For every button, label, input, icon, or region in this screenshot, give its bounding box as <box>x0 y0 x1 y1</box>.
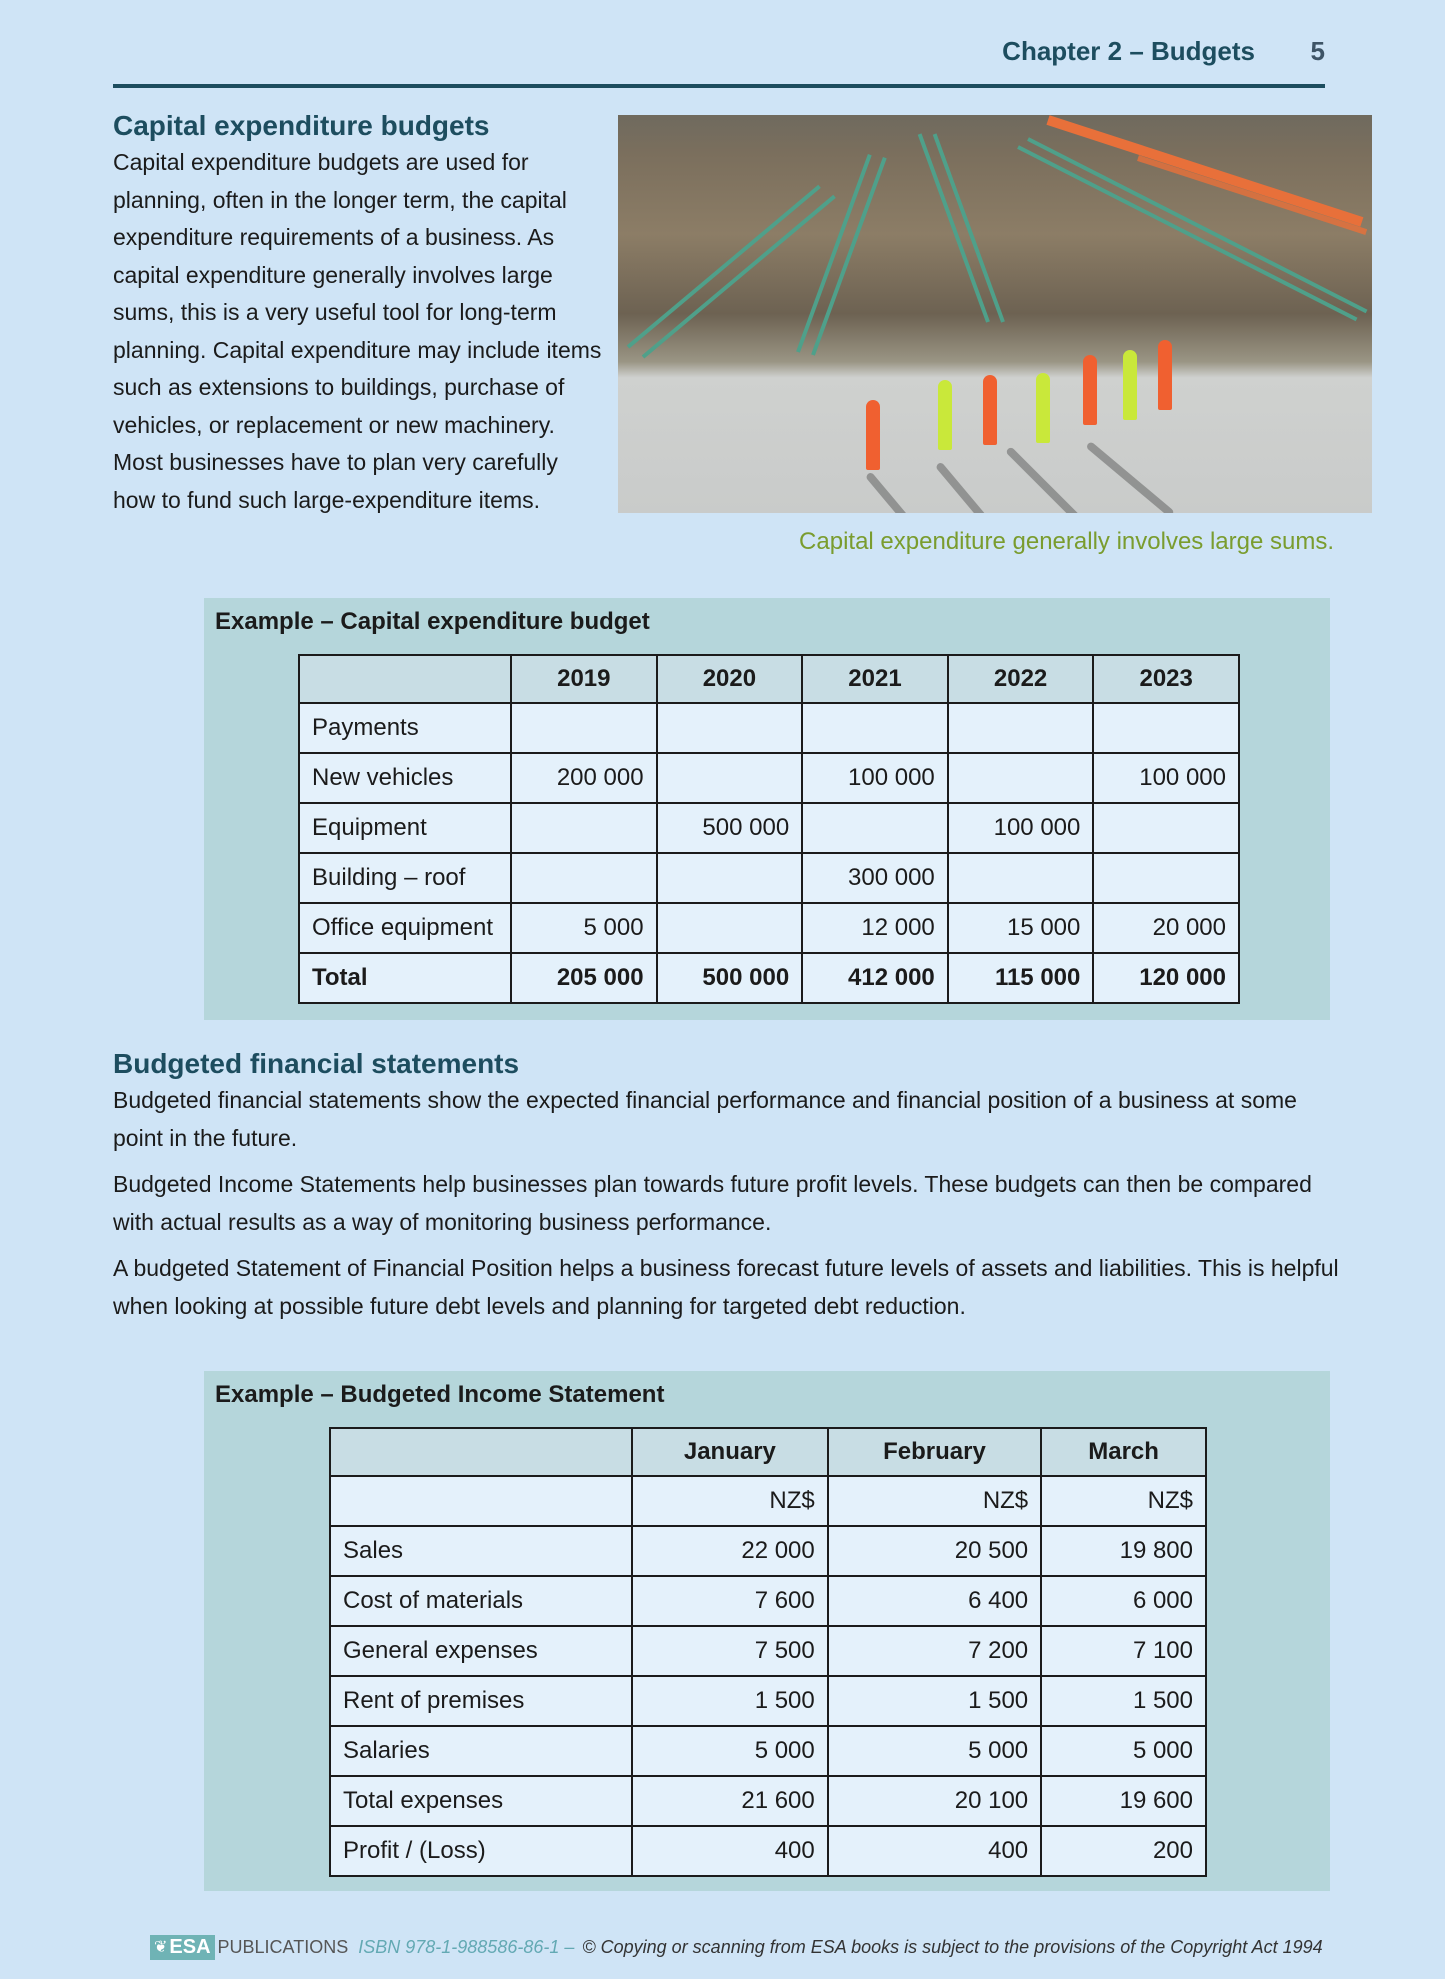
table-row <box>299 703 1239 753</box>
row-label: General expenses <box>330 1626 632 1676</box>
table-cell: 1 500 <box>828 1676 1041 1726</box>
table-row <box>330 1826 1206 1876</box>
table-cell: 5 000 <box>632 1726 828 1776</box>
table-cell <box>948 853 1094 903</box>
column-header <box>330 1428 632 1476</box>
table-cell: 20 500 <box>828 1526 1041 1576</box>
table-cell <box>802 803 948 853</box>
capital-expenditure-section <box>113 110 603 519</box>
table-row <box>299 903 1239 953</box>
income-statement-table <box>329 1427 1207 1877</box>
isbn: ISBN 978-1-988586-86-1 – <box>358 1936 575 1957</box>
row-label: Equipment <box>299 803 511 853</box>
row-label: Salaries <box>330 1726 632 1776</box>
table-cell: 100 000 <box>1093 753 1239 803</box>
column-header: February <box>828 1428 1041 1476</box>
table-row <box>330 1576 1206 1626</box>
table-cell <box>657 703 803 753</box>
column-header: 2022 <box>948 655 1094 703</box>
row-label: Office equipment <box>299 903 511 953</box>
table-cell: 20 100 <box>828 1776 1041 1826</box>
table-cell: 400 <box>828 1826 1041 1876</box>
logo-text: ESA <box>169 1935 211 1958</box>
table-row <box>330 1626 1206 1676</box>
page-header <box>113 30 1325 88</box>
table-cell: 19 600 <box>1041 1776 1206 1826</box>
table-cell: 100 000 <box>802 753 948 803</box>
table-cell: 15 000 <box>948 903 1094 953</box>
section-heading: Capital expenditure budgets <box>113 110 490 141</box>
photo-caption: Capital expenditure generally involves large sums. <box>799 528 1334 555</box>
budgeted-statements-section <box>113 1048 1343 1334</box>
table-cell: 1 500 <box>632 1676 828 1726</box>
table-header-row <box>299 655 1239 703</box>
table-cell: 12 000 <box>802 903 948 953</box>
table-cell: 6 000 <box>1041 1576 1206 1626</box>
table-cell: 5 000 <box>828 1726 1041 1776</box>
table-cell: 19 800 <box>1041 1526 1206 1576</box>
table-cell: NZ$ <box>632 1476 828 1526</box>
row-label: Total <box>299 953 511 1003</box>
row-label: Building – roof <box>299 853 511 903</box>
table-cell: 1 500 <box>1041 1676 1206 1726</box>
page-footer <box>150 1933 1323 1961</box>
table-cell <box>948 703 1094 753</box>
section-heading: Budgeted financial statements <box>113 1048 520 1079</box>
publisher-name: PUBLICATIONS <box>217 1936 349 1957</box>
column-header: 2019 <box>511 655 657 703</box>
table-cell: 6 400 <box>828 1576 1041 1626</box>
table-row <box>299 753 1239 803</box>
table-cell <box>1093 853 1239 903</box>
page-number: 5 <box>1310 36 1325 66</box>
table-header-row <box>330 1428 1206 1476</box>
table-cell: 120 000 <box>1093 953 1239 1003</box>
table-cell: 200 000 <box>511 753 657 803</box>
example-title: Example – Capital expenditure budget <box>215 608 650 635</box>
row-label: Profit / (Loss) <box>330 1826 632 1876</box>
column-header: January <box>632 1428 828 1476</box>
table-cell <box>802 703 948 753</box>
row-label <box>330 1476 632 1526</box>
column-header: 2020 <box>657 655 803 703</box>
column-header: March <box>1041 1428 1206 1476</box>
table-row <box>299 803 1239 853</box>
table-cell: 7 500 <box>632 1626 828 1676</box>
copyright-notice: © Copying or scanning from ESA books is subject to the provisions of the Copyright Act 1994 <box>582 1936 1323 1957</box>
table-cell: 500 000 <box>657 953 803 1003</box>
table-row <box>299 953 1239 1003</box>
table-cell: 400 <box>632 1826 828 1876</box>
column-header: 2023 <box>1093 655 1239 703</box>
table-cell <box>511 853 657 903</box>
example-title: Example – Budgeted Income Statement <box>215 1381 665 1408</box>
column-header: 2021 <box>802 655 948 703</box>
table-cell: 7 200 <box>828 1626 1041 1676</box>
table-cell: 300 000 <box>802 853 948 903</box>
chapter-title: Chapter 2 – Budgets <box>1002 36 1255 66</box>
leaf-icon: ❦ <box>154 1939 168 1956</box>
table-cell: 205 000 <box>511 953 657 1003</box>
section-paragraph: Capital expenditure budgets are used for planning, often in the longer term, the capital expenditure requirements of a business. As capital expenditure generally involves large sums, this is a very useful tool for long-term planning. Capital expenditure may include items such as extensions to buildings, purchase of vehicles, or replacement or new machinery. Most businesses have to plan very carefully how to fund such large-expenditure items. <box>113 149 602 513</box>
table-cell: NZ$ <box>828 1476 1041 1526</box>
row-label: New vehicles <box>299 753 511 803</box>
column-header <box>299 655 511 703</box>
table-row <box>330 1726 1206 1776</box>
table-cell: 21 600 <box>632 1776 828 1826</box>
row-label: Cost of materials <box>330 1576 632 1626</box>
table-cell: NZ$ <box>1041 1476 1206 1526</box>
income-statement-example-box <box>204 1371 1330 1891</box>
table-cell <box>657 753 803 803</box>
table-row <box>330 1476 1206 1526</box>
capex-budget-table <box>298 654 1240 1004</box>
row-label: Rent of premises <box>330 1676 632 1726</box>
table-cell: 200 <box>1041 1826 1206 1876</box>
table-cell: 20 000 <box>1093 903 1239 953</box>
row-label: Sales <box>330 1526 632 1576</box>
table-cell: 115 000 <box>948 953 1094 1003</box>
table-row <box>330 1526 1206 1576</box>
table-row <box>330 1776 1206 1826</box>
table-cell: 7 100 <box>1041 1626 1206 1676</box>
table-cell <box>1093 803 1239 853</box>
table-cell: 5 000 <box>511 903 657 953</box>
construction-site-photo <box>618 115 1372 513</box>
table-cell: 412 000 <box>802 953 948 1003</box>
table-cell: 5 000 <box>1041 1726 1206 1776</box>
capex-example-box <box>204 598 1330 1020</box>
section-paragraph: Budgeted financial statements show the expected financial performance and financial position of a business at some point in the future. <box>113 1087 1297 1151</box>
row-label: Total expenses <box>330 1776 632 1826</box>
section-paragraph: A budgeted Statement of Financial Position helps a business forecast future levels of assets and liabilities. This is helpful when looking at possible future debt levels and planning for targeted debt reduction. <box>113 1255 1339 1319</box>
table-cell: 100 000 <box>948 803 1094 853</box>
row-label: Payments <box>299 703 511 753</box>
table-cell: 7 600 <box>632 1576 828 1626</box>
esa-logo <box>150 1935 215 1960</box>
table-cell <box>948 753 1094 803</box>
table-row <box>330 1676 1206 1726</box>
section-paragraph: Budgeted Income Statements help businesses plan towards future profit levels. These budgets can then be compared with actual results as a way of monitoring business performance. <box>113 1171 1312 1235</box>
table-cell <box>511 803 657 853</box>
table-cell <box>657 903 803 953</box>
table-cell <box>511 703 657 753</box>
table-row <box>299 853 1239 903</box>
table-cell: 22 000 <box>632 1526 828 1576</box>
table-cell <box>657 853 803 903</box>
table-cell: 500 000 <box>657 803 803 853</box>
table-cell <box>1093 703 1239 753</box>
